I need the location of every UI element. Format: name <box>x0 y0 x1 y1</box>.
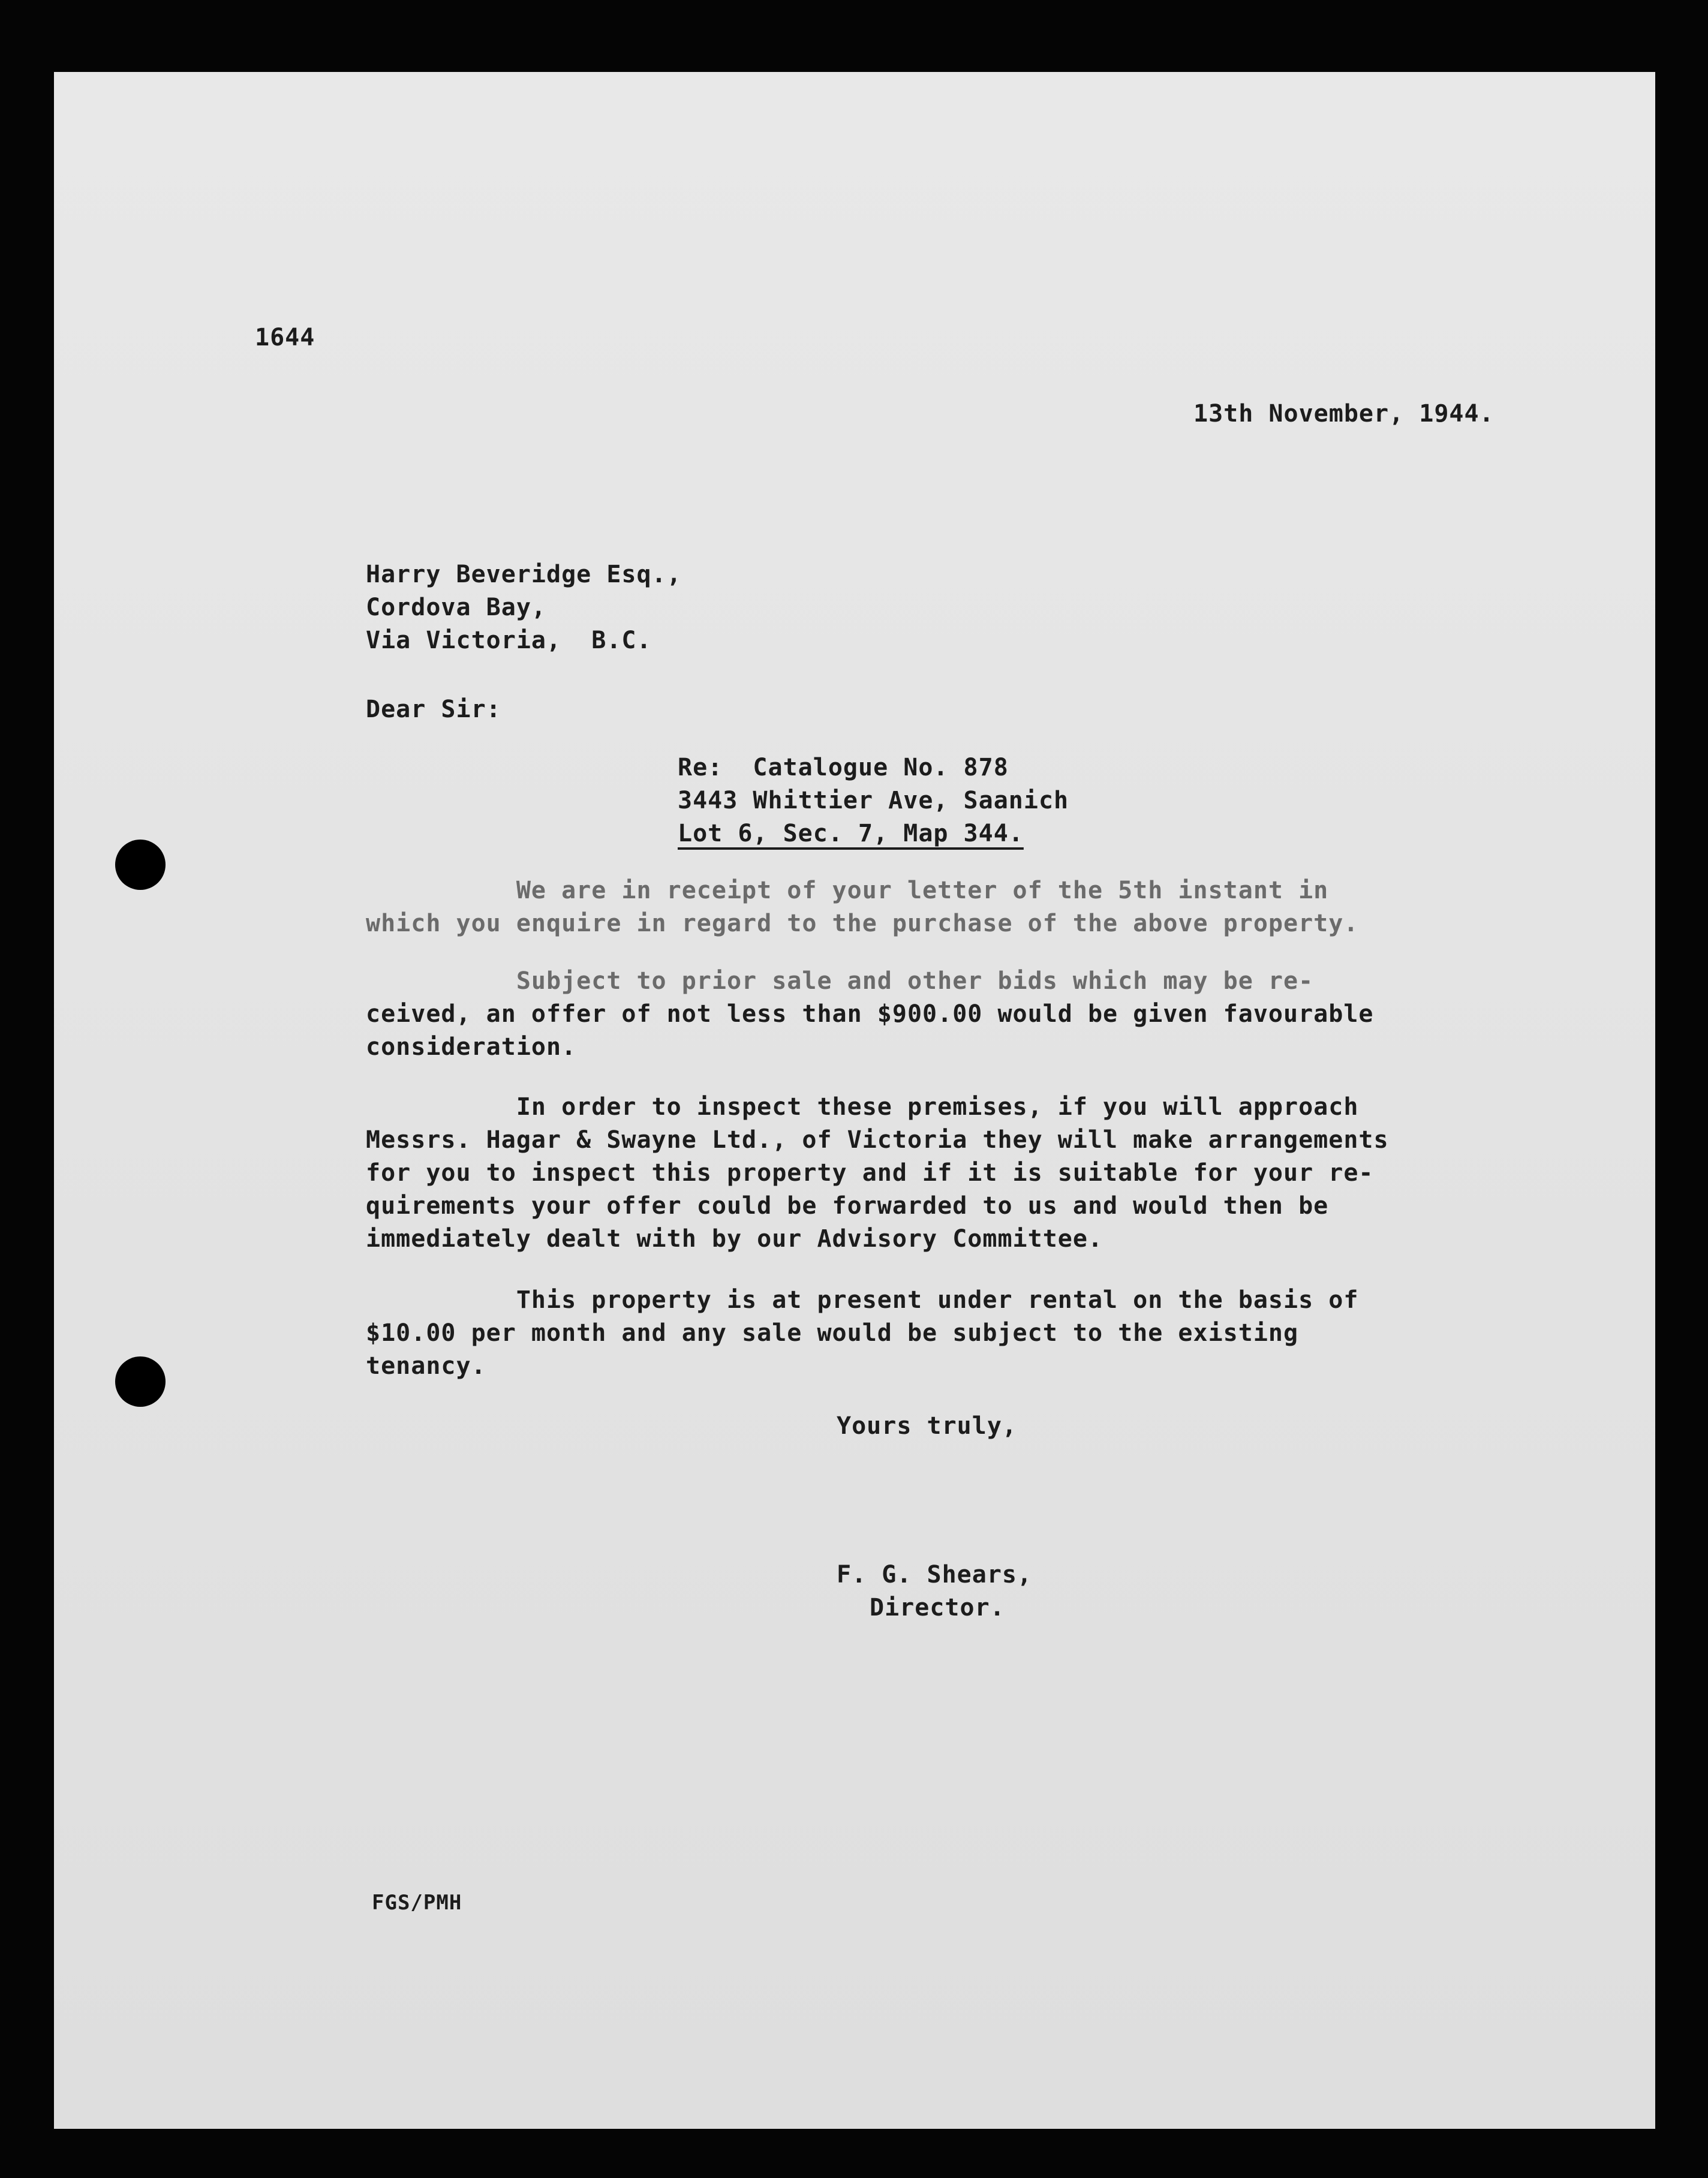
paragraph-line: tenancy. <box>366 1352 486 1380</box>
paragraph-line: immediately dealt with by our Advisory Committee. <box>366 1225 1103 1253</box>
punch-hole-bottom <box>115 1356 166 1407</box>
paragraph-line: consideration. <box>366 1033 577 1061</box>
reference-initials: FGS/PMH <box>372 1891 462 1915</box>
paragraph-line: We are in receipt of your letter of the 5th instant in <box>366 877 1329 904</box>
signatory-title: Director. <box>870 1594 1005 1622</box>
paragraph-line: quirements your offer could be forwarded to us and would then be <box>366 1192 1329 1220</box>
file-number: 1644 <box>255 324 315 351</box>
recipient-address-line1: Cordova Bay, <box>366 594 546 621</box>
paragraph-line: ceived, an offer of not less than $900.00 would be given favourable <box>366 1000 1374 1028</box>
subject-address: 3443 Whittier Ave, Saanich <box>678 787 1069 814</box>
paragraph-line: for you to inspect this property and if it is suitable for your re- <box>366 1159 1374 1187</box>
signatory-name: F. G. Shears, <box>837 1561 1033 1589</box>
letter-date: 13th November, 1944. <box>1193 400 1494 428</box>
punch-hole-top <box>115 840 166 890</box>
salutation: Dear Sir: <box>366 696 501 723</box>
paragraph-line: Messrs. Hagar & Swayne Ltd., of Victoria they will make arrangements <box>366 1126 1389 1154</box>
paragraph-line: which you enquire in regard to the purchase of the above property. <box>366 910 1359 937</box>
subject-lot: Lot 6, Sec. 7, Map 344. <box>678 820 1024 847</box>
closing: Yours truly, <box>837 1412 1017 1440</box>
recipient-name: Harry Beveridge Esq., <box>366 561 682 588</box>
paragraph-line: In order to inspect these premises, if you will approach <box>366 1093 1359 1121</box>
paragraph-line: Subject to prior sale and other bids which may be re- <box>366 967 1314 995</box>
recipient-address-line2: Via Victoria, B.C. <box>366 627 652 654</box>
paragraph-line: $10.00 per month and any sale would be subject to the existing <box>366 1319 1299 1347</box>
subject-catalogue: Re: Catalogue No. 878 <box>678 754 1009 781</box>
paragraph-line: This property is at present under rental on the basis of <box>366 1286 1359 1314</box>
